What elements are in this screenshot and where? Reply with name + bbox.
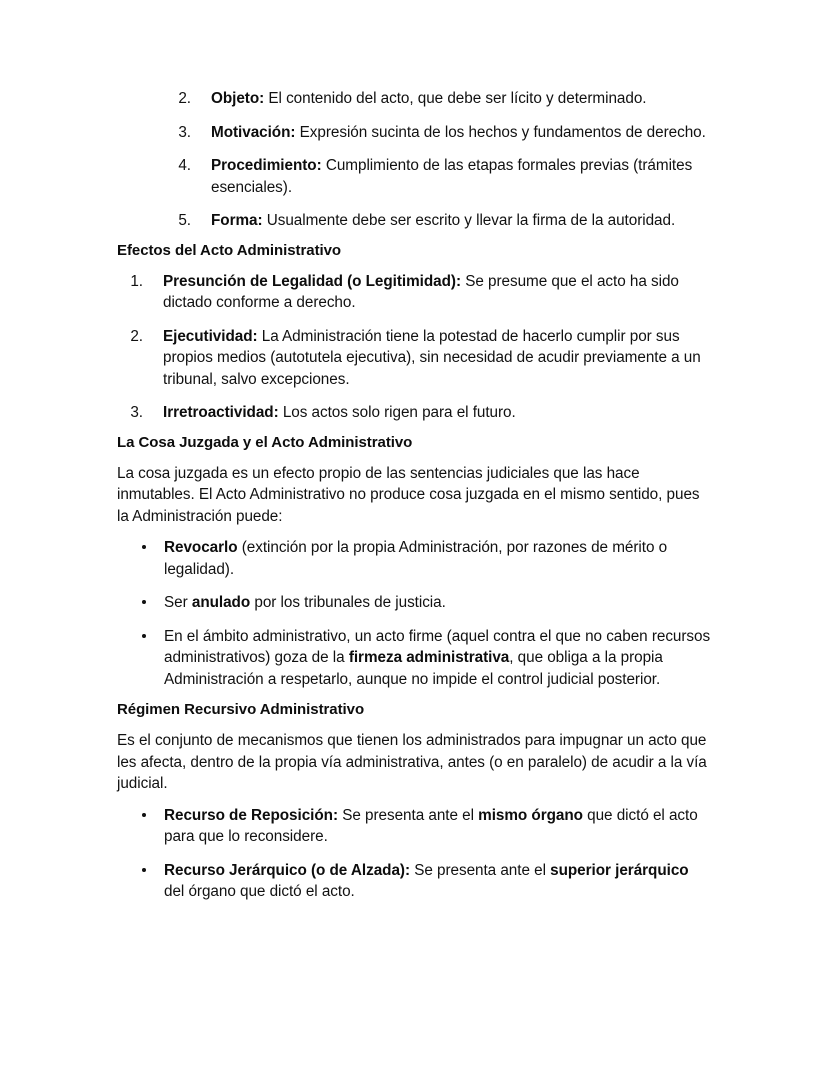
list-marker: 1. — [130, 272, 143, 290]
list-item-emphasis: firmeza administrativa — [348, 649, 510, 666]
list-item-emphasis: Revocarlo — [164, 539, 238, 556]
list-item-emphasis: mismo órgano — [478, 806, 583, 824]
list-item-term: Irretroactividad: — [163, 404, 279, 421]
list-item-text: La Administración tiene la potestad de hacerlo cumplir por sus propios medios (autotutela ejecutiva), sin necesidad de acudir previamente a un tribunal, salvo excepciones. — [163, 327, 701, 388]
list-item-term: Forma: — [211, 212, 263, 229]
list-item — [117, 271, 711, 314]
list-item-emphasis: anulado — [191, 594, 251, 611]
list-item-text: del órgano que dictó el acto. — [164, 883, 355, 900]
list-item — [117, 626, 711, 691]
list-item-emphasis: superior jerárquico — [550, 861, 689, 879]
list-item-text: Se presenta ante el — [338, 806, 479, 824]
list-item-text: Cumplimiento de las etapas formales previas (trámites esenciales). — [211, 157, 693, 196]
list-marker: 2. — [130, 327, 143, 345]
list-marker: 3. — [130, 404, 143, 421]
list-item-term: Motivación: — [211, 123, 296, 141]
requisitos-list — [117, 88, 711, 232]
bullet-dot-icon — [142, 868, 146, 872]
list-item — [117, 592, 711, 614]
list-marker: 4. — [178, 157, 191, 174]
list-item-emphasis: Recurso de Reposición: — [164, 806, 339, 824]
list-item — [117, 805, 711, 848]
list-item — [117, 326, 711, 391]
bullet-dot-icon — [142, 600, 146, 604]
list-item-text: Se presenta ante el — [410, 861, 551, 879]
list-marker: 3. — [178, 123, 191, 141]
document-body — [117, 88, 711, 903]
bullet-dot-icon — [142, 545, 146, 549]
list-item-text: que dictó el acto para que lo reconsidere. — [164, 806, 698, 845]
list-item-text: Usualmente debe ser escrito y llevar la firma de la autoridad. — [262, 212, 676, 229]
list-item-text: El contenido del acto, que debe ser lícito y determinado. — [264, 90, 647, 107]
paragraph-regimen-recursivo: Es el conjunto de mecanismos que tienen los administrados para impugnar un acto que les afecta, dentro de la propia vía administrativa, antes (o en paralelo) de acudir a la vía judicial. — [117, 732, 707, 792]
efectos-list — [117, 271, 711, 424]
list-item-text: Expresión sucinta de los hechos y fundamentos de derecho. — [295, 123, 706, 141]
bullet-dot-icon — [142, 634, 146, 638]
list-item — [117, 88, 711, 110]
list-item-text: Los actos solo rigen para el futuro. — [278, 404, 516, 421]
list-item-term: Ejecutividad: — [163, 327, 258, 345]
recursos-bullets — [117, 805, 711, 903]
cosa-juzgada-bullets — [117, 537, 711, 690]
list-item-term: Objeto: — [211, 90, 265, 107]
list-item — [117, 537, 711, 580]
heading-cosa-juzgada: La Cosa Juzgada y el Acto Administrativo — [117, 433, 413, 451]
heading-regimen-recursivo: Régimen Recursivo Administrativo — [117, 701, 365, 718]
list-item-text: Se presume que el acto ha sido dictado conforme a derecho. — [163, 272, 679, 311]
list-item-emphasis: Recurso Jerárquico (o de Alzada): — [164, 861, 410, 879]
list-item — [117, 860, 711, 903]
list-item — [117, 155, 711, 198]
list-item-text: , que obliga a la propia Administración a respetarlo, aunque no impide el control judicial posterior. — [164, 649, 663, 688]
bullet-dot-icon — [142, 813, 146, 817]
list-marker: 2. — [178, 90, 191, 107]
list-item — [117, 402, 711, 424]
list-item — [117, 122, 711, 144]
heading-efectos: Efectos del Acto Administrativo — [117, 241, 342, 259]
list-item-text: por los tribunales de justicia. — [250, 594, 446, 611]
list-item-text: Ser — [164, 594, 192, 611]
list-item-term: Procedimiento: — [211, 157, 322, 174]
list-item-term: Presunción de Legalidad (o Legitimidad): — [163, 272, 462, 290]
paragraph-cosa-juzgada: La cosa juzgada es un efecto propio de las sentencias judiciales que las hace inmutables. El Acto Administrativo no produce cosa juzgada en el mismo sentido, pues la Administración puede: — [117, 464, 700, 525]
list-item-text: En el ámbito administrativo, un acto firme (aquel contra el que no caben recursos administrativos) goza de la — [164, 627, 711, 666]
list-item-text: (extinción por la propia Administración, por razones de mérito o legalidad). — [164, 539, 668, 578]
list-marker: 5. — [178, 212, 191, 229]
list-item — [117, 210, 711, 232]
